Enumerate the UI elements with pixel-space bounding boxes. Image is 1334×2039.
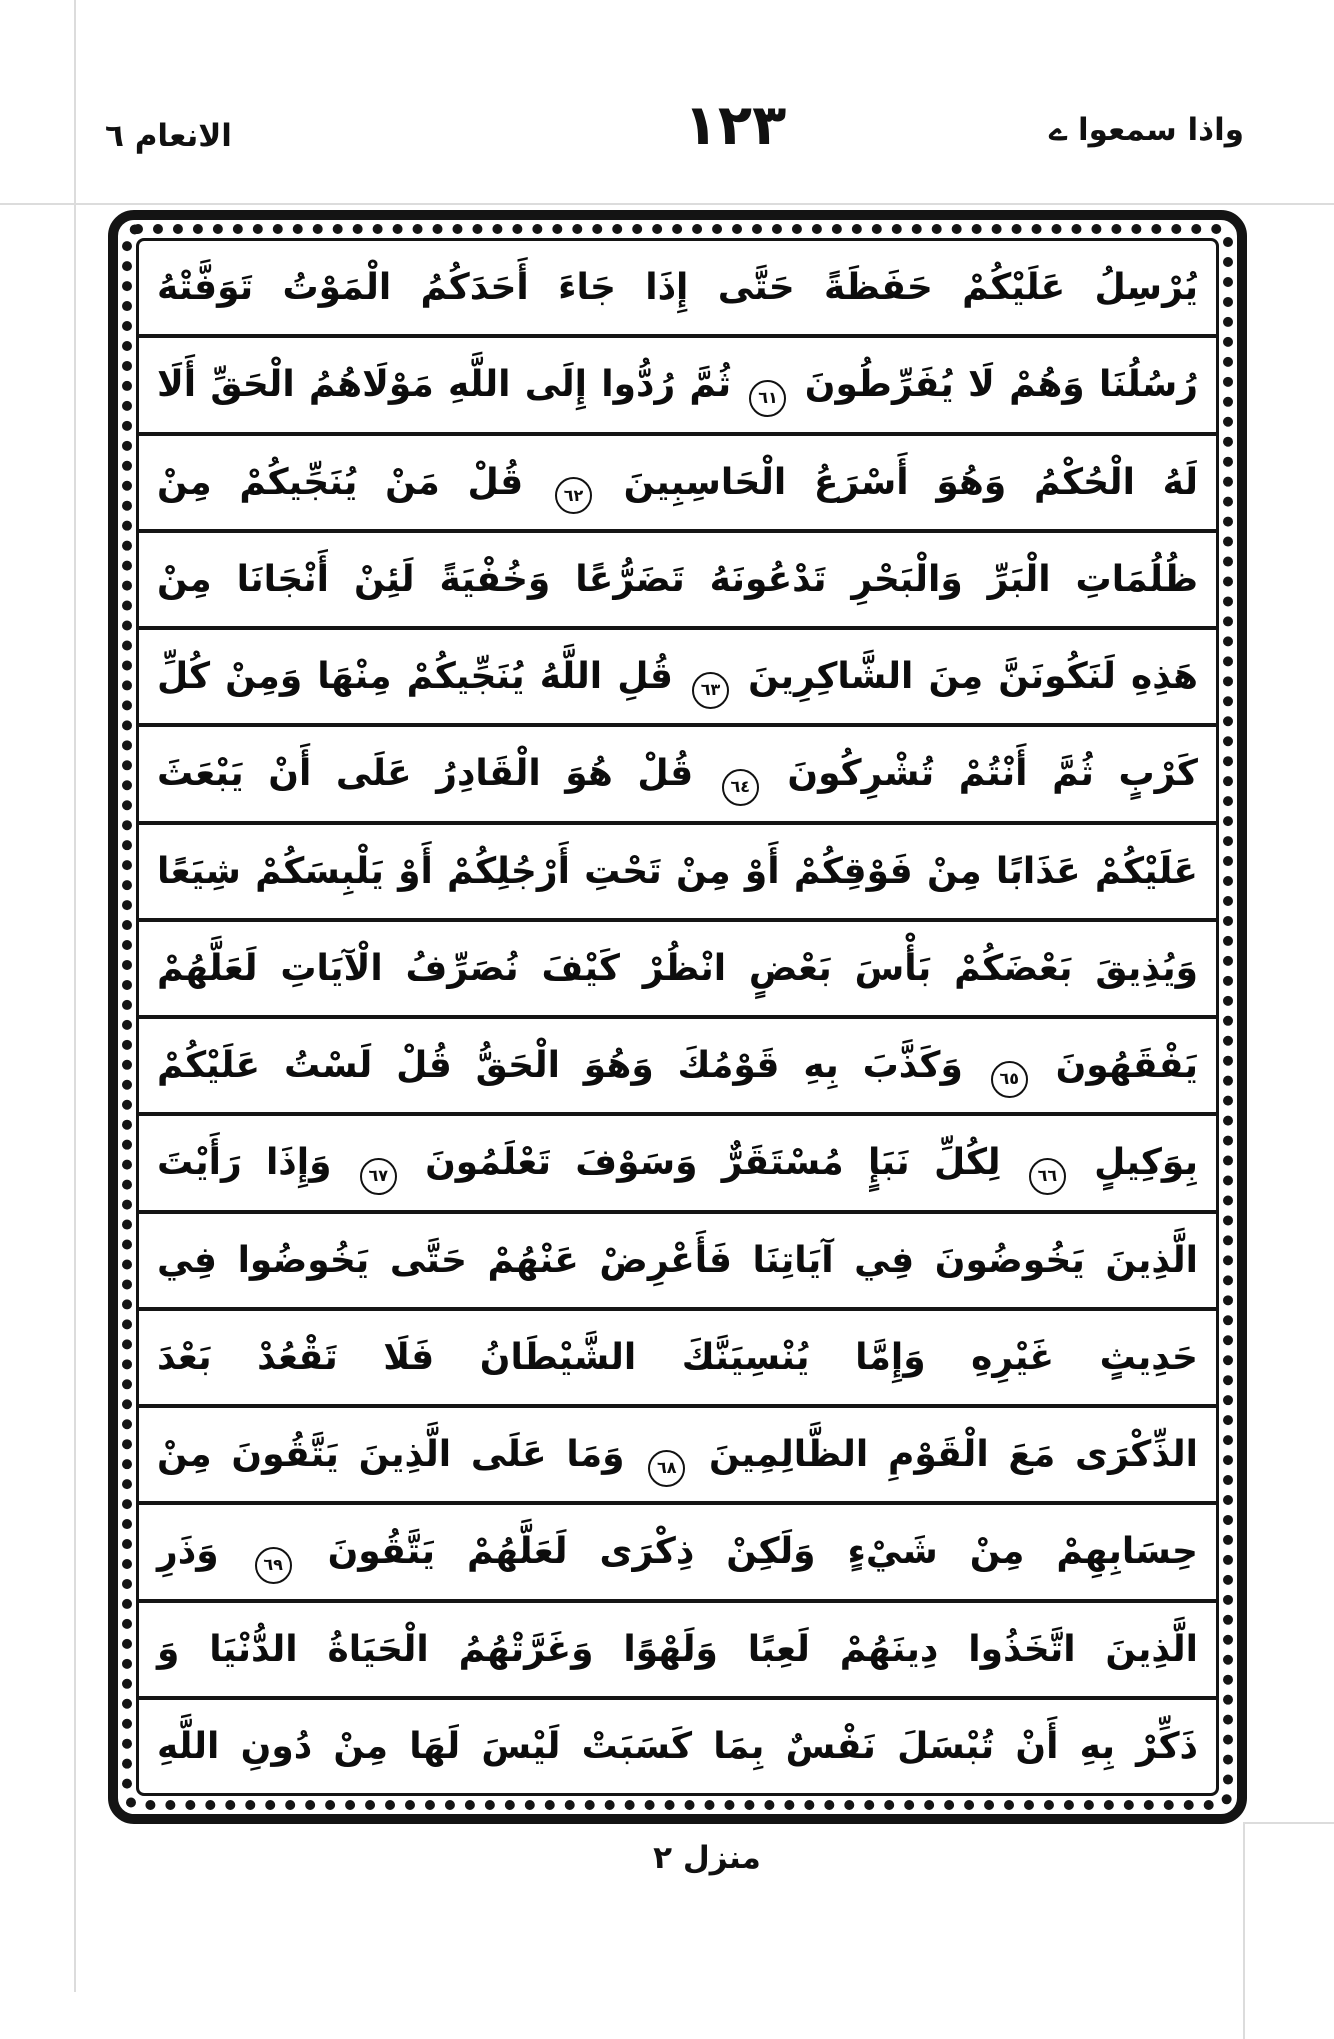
page-number: ١٢٣ <box>683 93 787 158</box>
quran-line <box>139 1505 1216 1602</box>
quran-text-segment: يُرْسِلُ عَلَيْكُمْ حَفَظَةً حَتَّى إِذَا جَاءَ أَحَدَكُمُ الْمَوْتُ تَوَفَّتْهُ <box>157 267 1198 308</box>
ayah-number-marker: ٦٣ <box>692 672 729 709</box>
quran-line <box>139 1019 1216 1116</box>
quran-line <box>139 1408 1216 1505</box>
quran-text-segment: لِكُلِّ نَبَإٍ مُسْتَقَرٌّ وَسَوْفَ تَعْلَمُونَ <box>425 1142 1001 1184</box>
quran-text-segment: الَّذِينَ اتَّخَذُوا دِينَهُمْ لَعِبًا وَلَهْوًا وَغَرَّتْهُمُ الْحَيَاةُ الدُّنْيَا وَ <box>157 1628 1198 1670</box>
quran-line <box>139 727 1216 824</box>
decorative-border-beads <box>122 224 1233 1810</box>
page-header <box>0 70 1334 158</box>
quran-text-segment: ذَكِّرْ بِهِ أَنْ تُبْسَلَ نَفْسٌ بِمَا كَسَبَتْ لَيْسَ لَهَا مِنْ دُونِ اللَّهِ <box>157 1725 1198 1767</box>
quran-line <box>139 922 1216 1019</box>
quran-line <box>139 825 1216 922</box>
quran-text-segment: كَرْبٍ ثُمَّ أَنْتُمْ تُشْرِكُونَ <box>787 753 1198 795</box>
quran-line <box>139 630 1216 727</box>
ayah-number-marker: ٦٥ <box>991 1061 1028 1098</box>
quran-line <box>139 1116 1216 1213</box>
ayah-number-marker: ٦٨ <box>648 1450 685 1487</box>
quran-text-segment: هَذِهِ لَنَكُونَنَّ مِنَ الشَّاكِرِينَ <box>748 656 1198 697</box>
quran-text-segment: وَكَذَّبَ بِهِ قَوْمُكَ وَهُوَ الْحَقُّ قُلْ لَسْتُ عَلَيْكُمْ <box>157 1045 963 1086</box>
quran-text-segment: قُلْ مَنْ يُنَجِّيكُمْ مِنْ <box>157 461 524 503</box>
surah-name-label: الانعام ٦ <box>105 118 232 154</box>
quran-text-segment: لَهُ الْحُكْمُ وَهُوَ أَسْرَعُ الْحَاسِبِينَ <box>623 461 1198 503</box>
ayah-number-marker: ٦٩ <box>255 1547 292 1584</box>
quran-line <box>139 1214 1216 1311</box>
ayah-number-marker: ٦٤ <box>722 769 759 806</box>
quran-text-block <box>136 238 1219 1796</box>
decorative-border-outer <box>108 210 1247 1824</box>
quran-text-segment: قُلْ هُوَ الْقَادِرُ عَلَى أَنْ يَبْعَثَ <box>157 753 694 795</box>
quran-text-segment: وَذَرِ <box>157 1531 219 1573</box>
quran-text-segment: حَدِيثٍ غَيْرِهِ وَإِمَّا يُنْسِيَنَّكَ الشَّيْطَانُ فَلَا تَقْعُدْ بَعْدَ <box>157 1336 1198 1378</box>
ayah-number-marker: ٦٧ <box>360 1158 397 1195</box>
page-edge-line-bottom-right-vertical <box>1243 1822 1245 2039</box>
quran-text-segment: بِوَكِيلٍ <box>1094 1142 1198 1184</box>
quran-text-segment: ثُمَّ رُدُّوا إِلَى اللَّهِ مَوْلَاهُمُ الْحَقِّ أَلَا <box>157 364 732 406</box>
quran-line <box>139 533 1216 630</box>
quran-text-segment: قُلِ اللَّهُ يُنَجِّيكُمْ مِنْهَا وَمِنْ كُلِّ <box>157 656 673 697</box>
page-edge-line-left <box>74 0 76 1992</box>
quran-line <box>139 436 1216 533</box>
quran-text-segment: ظُلُمَاتِ الْبَرِّ وَالْبَحْرِ تَدْعُونَهُ تَضَرُّعًا وَخُفْيَةً لَئِنْ أَنْجَانَا مِنْ <box>157 558 1198 600</box>
quran-line <box>139 1700 1216 1793</box>
ayah-number-marker: ٦١ <box>749 380 786 417</box>
quran-line <box>139 1311 1216 1408</box>
quran-text-segment: يَفْقَهُونَ <box>1055 1045 1198 1086</box>
quran-text-segment: الذِّكْرَى مَعَ الْقَوْمِ الظَّالِمِينَ <box>709 1434 1198 1475</box>
quran-text-segment: حِسَابِهِمْ مِنْ شَيْءٍ وَلَكِنْ ذِكْرَى لَعَلَّهُمْ يَتَّقُونَ <box>327 1531 1198 1573</box>
page-edge-line-bottom-right-horizontal <box>1243 1822 1334 1824</box>
manzil-label: منزل ٢ <box>653 1840 761 1876</box>
ayah-number-marker: ٦٢ <box>555 477 592 514</box>
quran-text-segment: وَإِذَا رَأَيْتَ <box>157 1142 332 1184</box>
quran-text-segment: رُسُلُنَا وَهُمْ لَا يُفَرِّطُونَ <box>804 364 1198 406</box>
quran-text-segment: عَلَيْكُمْ عَذَابًا مِنْ فَوْقِكُمْ أَوْ مِنْ تَحْتِ أَرْجُلِكُمْ أَوْ يَلْبِسَكُمْ شِيَعًا <box>157 850 1198 892</box>
quran-text-segment: الَّذِينَ يَخُوضُونَ فِي آيَاتِنَا فَأَعْرِضْ عَنْهُمْ حَتَّى يَخُوضُوا فِي <box>157 1239 1198 1281</box>
quran-line <box>139 241 1216 338</box>
quran-line <box>139 1603 1216 1700</box>
quran-text-segment: وَمَا عَلَى الَّذِينَ يَتَّقُونَ مِنْ <box>157 1434 625 1475</box>
quran-text-segment: وَيُذِيقَ بَعْضَكُمْ بَأْسَ بَعْضٍ انْظُرْ كَيْفَ نُصَرِّفُ الْآيَاتِ لَعَلَّهُمْ <box>157 947 1198 989</box>
juz-name-label: واذا سمعوا ے <box>1048 112 1244 148</box>
ayah-number-marker: ٦٦ <box>1029 1158 1066 1195</box>
page-edge-line-top <box>0 203 1334 205</box>
quran-line <box>139 338 1216 435</box>
